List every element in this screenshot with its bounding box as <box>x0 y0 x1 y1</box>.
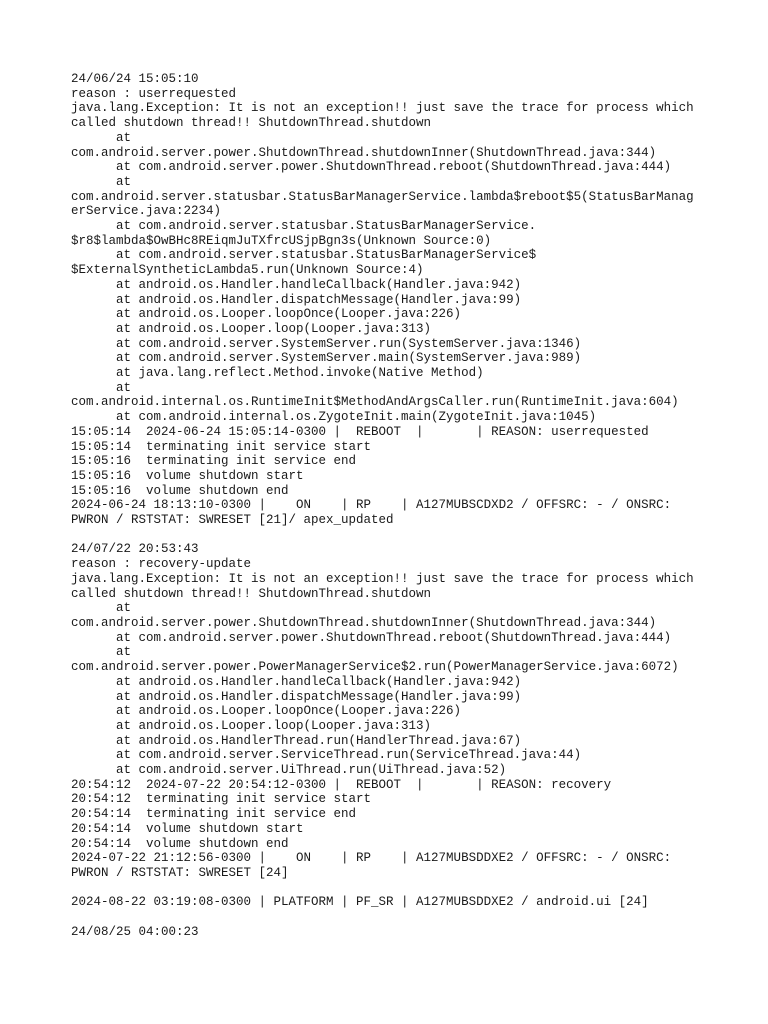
log-line: at android.os.Handler.dispatchMessage(Handler.java:99) <box>71 292 522 307</box>
log-line: com.android.server.power.ShutdownThread.shutdownInner(ShutdownThread.java:344) <box>71 616 657 630</box>
log-line: 20:54:14 volume shutdown end <box>71 836 289 851</box>
log-line <box>71 881 711 896</box>
log-line: erService.java:2234) <box>71 204 222 219</box>
log-line: at <box>71 601 132 616</box>
log-line: 24/07/22 20:53:43 <box>71 542 199 557</box>
log-line: at <box>71 130 132 145</box>
log-line: com.android.internal.os.RuntimeInit$MethodAndArgsCaller.run(RuntimeInit.java:604) <box>71 395 679 410</box>
log-line: at <box>71 174 132 189</box>
log-line <box>71 910 711 925</box>
log-line: at com.android.server.UiThread.run(UiThread.java:52) <box>71 763 507 778</box>
log-line: at android.os.Looper.loopOnce(Looper.java:226) <box>71 704 462 719</box>
log-line: com.android.server.power.PowerManagerService$2.run(PowerManagerService.java:6072) <box>71 660 679 675</box>
log-line: at android.os.Handler.dispatchMessage(Handler.java:99) <box>71 689 522 704</box>
log-line: java.lang.Exception: It is not an exception!! just save the trace for process which <box>71 101 694 116</box>
log-line: at android.os.Handler.handleCallback(Handler.java:942) <box>71 674 522 689</box>
log-line: at com.android.server.SystemServer.run(SystemServer.java:1346) <box>71 336 582 351</box>
log-line: reason : recovery-update <box>71 557 252 572</box>
log-line: com.android.server.statusbar.StatusBarManagerService.lambda$reboot$5(StatusBarManag <box>71 189 694 204</box>
log-line: at com.android.server.SystemServer.main(SystemServer.java:989) <box>71 351 582 366</box>
log-line: 20:54:14 volume shutdown start <box>71 821 304 836</box>
log-line: called shutdown thread!! ShutdownThread.shutdown <box>71 586 432 601</box>
log-line: at android.os.Looper.loopOnce(Looper.java:226) <box>71 307 462 322</box>
log-line: 15:05:16 terminating init service end <box>71 454 357 469</box>
log-line: 24/08/25 04:00:23 <box>71 924 199 939</box>
log-line: PWRON / RSTSTAT: SWRESET [21]/ apex_updated <box>71 513 394 528</box>
log-line: 15:05:16 volume shutdown start <box>71 468 304 483</box>
log-line: 24/06/24 15:05:10 <box>71 72 199 86</box>
log-line: at com.android.server.statusbar.StatusBarManagerService$ <box>71 248 537 263</box>
log-line: 20:54:14 terminating init service end <box>71 807 357 822</box>
log-line: at com.android.server.ServiceThread.run(ServiceThread.java:44) <box>71 748 582 763</box>
log-line: 2024-07-22 21:12:56-0300 | ON | RP | A127MUBSDDXE2 / OFFSRC: - / ONSRC: <box>71 851 672 866</box>
log-document <box>71 72 711 939</box>
log-line: at com.android.internal.os.ZygoteInit.main(ZygoteInit.java:1045) <box>71 410 597 425</box>
log-line: reason : userrequested <box>71 86 237 101</box>
log-line: at android.os.Handler.handleCallback(Handler.java:942) <box>71 277 522 292</box>
log-line: 20:54:12 2024-07-22 20:54:12-0300 | REBOOT | | REASON: recovery <box>71 777 612 792</box>
log-line: com.android.server.power.ShutdownThread.shutdownInner(ShutdownThread.java:344) <box>71 145 657 160</box>
log-line: at <box>71 645 132 660</box>
log-line <box>71 528 711 543</box>
log-line: at com.android.server.power.ShutdownThread.reboot(ShutdownThread.java:444) <box>71 160 672 175</box>
log-line: at android.os.Looper.loop(Looper.java:313) <box>71 321 432 336</box>
log-line: at java.lang.reflect.Method.invoke(Native Method) <box>71 366 484 381</box>
log-line: at com.android.server.power.ShutdownThread.reboot(ShutdownThread.java:444) <box>71 630 672 645</box>
log-line: 15:05:14 2024-06-24 15:05:14-0300 | REBOOT | | REASON: userrequested <box>71 424 649 439</box>
log-line: 2024-08-22 03:19:08-0300 | PLATFORM | PF_SR | A127MUBSDDXE2 / android.ui [24] <box>71 895 649 910</box>
log-line: 20:54:12 terminating init service start <box>71 792 372 807</box>
log-line: 15:05:16 volume shutdown end <box>71 483 289 498</box>
log-line: java.lang.Exception: It is not an exception!! just save the trace for process which <box>71 571 694 586</box>
log-line: at android.os.Looper.loop(Looper.java:313) <box>71 718 432 733</box>
log-line: at <box>71 380 132 395</box>
log-line: 2024-06-24 18:13:10-0300 | ON | RP | A127MUBSCDXD2 / OFFSRC: - / ONSRC: <box>71 498 672 513</box>
log-line: called shutdown thread!! ShutdownThread.shutdown <box>71 116 432 131</box>
log-line: at android.os.HandlerThread.run(HandlerThread.java:67) <box>71 733 522 748</box>
log-line: $r8$lambda$OwBHc8REiqmJuTXfrcUSjpBgn3s(Unknown Source:0) <box>71 233 492 248</box>
log-line: $ExternalSyntheticLambda5.run(Unknown Source:4) <box>71 263 424 278</box>
log-line: PWRON / RSTSTAT: SWRESET [24] <box>71 865 289 880</box>
log-line: 15:05:14 terminating init service start <box>71 439 372 454</box>
log-line: at com.android.server.statusbar.StatusBarManagerService. <box>71 219 537 234</box>
